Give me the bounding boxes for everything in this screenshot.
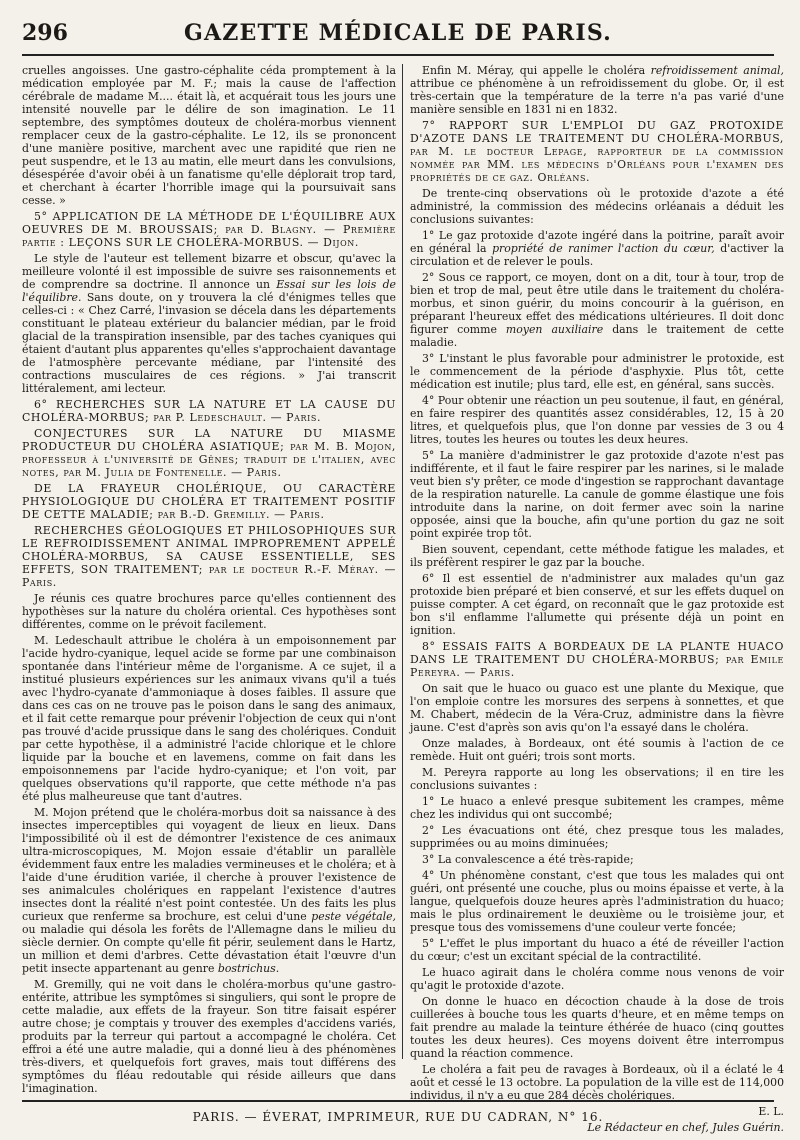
text-run: attribue ce phénomène à un refroidissement du globe. Or, il est très-certain que la température de la terre n'a pas varié d'une manière sensible en 1831 ni en 1832.	[410, 77, 784, 116]
text-run: Enfin M. Méray, qui appelle le choléra	[422, 64, 646, 77]
paragraph: Bien souvent, cependant, cette méthode fatigue les malades, et ils préfèrent respirer le gaz par la bouche.	[410, 543, 784, 569]
paragraph: On sait que le huaco ou guaco est une plante du Mexique, que l'on emploie contre les morsures des serpens à sonnettes, et que M. Chabert, médecin de la Véra-Cruz, administre dans la fièvre jaune. C'est d'après son avis qu'on l'a essayé dans le choléra.	[410, 682, 784, 734]
conclusion-item	[410, 229, 784, 268]
section-heading-conjectures: CONJECTURES SUR LA NATURE DU MIASME PRODUCTEUR DU CHOLÉRA ASIATIQUE; par M. B. Mojon, professeur à l'université de Gênes; traduit de l'italien, avec notes, par M. Julia de Fontenelle. — Paris.	[22, 427, 396, 479]
text-run: ou maladie qui désola les forêts de l'Allemagne dans le milieu du siècle dernier. On compte qu'elle fit périr, seulement dans le Hartz, un million et demi d'arbres. Cette dévastation était l'œuvre d'un petit insecte appartenant au genre	[22, 923, 396, 975]
paragraph: Onze malades, à Bordeaux, ont été soumis à l'action de ce remède. Huit ont guéri; trois sont morts.	[410, 737, 784, 763]
section-heading-8: 8° ESSAIS FAITS A BORDEAUX DE LA PLANTE HUACO DANS LE TRAITEMENT DU CHOLÉRA-MORBUS; par Emile Pereyra. — Paris.	[410, 640, 784, 679]
conclusion-item: 2° Les évacuations ont été, chez presque tous les malades, supprimées ou au moins diminuées;	[410, 824, 784, 850]
author-initials: E. L.	[758, 1105, 784, 1118]
italic-term: refroidissement animal,	[650, 64, 785, 77]
page-number: 296	[22, 20, 68, 46]
text-run: M. Mojon prétend que le choléra-morbus doit sa naissance à des insectes imperceptibles qui voyagent de lieux en lieux. Dans l'impossibilité où il est de démontrer l'existence de ces animaux ultra-microscopiques, M. Mojon essaie d'établir un parallèle évidemment faux entre les maladies vermineuses et le choléra; et à l'aide d'une érudition variée, il cherche à prouver l'existence de ses animalcules cholériques en rappelant l'existence d'autres insectes dont la réalité n'est point contestée. Un des faits les plus curieux que renferme sa brochure, est celui d'une	[22, 806, 396, 923]
section-heading-recherches: RECHERCHES GÉOLOGIQUES ET PHILOSOPHIQUES SUR LE REFROIDISSEMENT ANIMAL IMPROPREMENT APPELÉ CHOLÉRA-MORBUS, SA CAUSE ESSENTIELLE, SES EFFETS, SON TRAITEMENT; par le docteur R.-F. Méray. — Paris.	[22, 524, 396, 589]
column-divider	[402, 64, 403, 1059]
text-run: 1° Le gaz protoxide d'azote ingéré dans la poitrine, paraît avoir en général la	[410, 229, 784, 255]
section-heading-5: 5° APPLICATION DE LA MÉTHODE DE L'ÉQUILIBRE AUX OEUVRES DE M. BROUSSAIS; par D. Blagny. — Première partie : LEÇONS SUR LE CHOLÉRA-MORBUS. — Dijon.	[22, 210, 396, 249]
section-heading-frayeur: DE LA FRAYEUR CHOLÉRIQUE, OU CARACTÈRE PHYSIOLOGIQUE DU CHOLÉRA ET TRAITEMENT POSITIF DE CETTE MALADIE; par B.-D. Gremilly. — Paris.	[22, 482, 396, 521]
paragraph: De trente-cinq observations où le protoxide d'azote a été administré, la commission des médecins orléanais a déduit les conclusions suivantes:	[410, 187, 784, 226]
right-column	[410, 64, 785, 1134]
text-run: Sans doute, on y trouvera la clé d'énigmes telles que celles-ci : « Chez Carré, l'invasion se décela dans les départements constituant le plateau extérieur du balancier médian, par le froid glacial de la transpiration insensible, par des taches cyaniques qui étaient d'autant plus apparentes qu'elles s'approchaient davantage de l'atmosphère percevante médiane, par l'intensité des contractions musculaires de ces régions. » J'ai transcrit littéralement, ami lecteur.	[22, 291, 396, 395]
text-run: Le style de l'auteur est tellement bizarre et obscur, qu'avec la meilleure volonté il est impossible de suivre ses raisonnements et de comprendre sa doctrine. Il annonce un	[22, 252, 396, 291]
conclusion-item	[410, 271, 784, 349]
section-heading-7: 7° RAPPORT SUR L'EMPLOI DU GAZ PROTOXIDE D'AZOTE DANS LE TRAITEMENT DU CHOLÉRA-MORBUS, par M. le docteur Lepage, rapporteur de la commission nommée par MM. les médecins d'Orléans pour l'examen des propriétés de ce gaz. Orléans.	[410, 119, 784, 184]
italic-term: moyen auxiliaire	[505, 323, 604, 336]
conclusion-item: 1° Le huaco a enlevé presque subitement les crampes, même chez les individus qui ont succombé;	[410, 795, 784, 821]
masthead	[22, 18, 774, 56]
paragraph	[22, 806, 396, 975]
paragraph: M. Pereyra rapporte au long les observations; il en tire les conclusions suivantes :	[410, 766, 784, 792]
paragraph: Je réunis ces quatre brochures parce qu'elles contiennent des hypothèses sur la nature du choléra oriental. Ces hypothèses sont différentes, comme on le prévoit facilement.	[22, 592, 396, 631]
conclusion-item: 5° L'effet le plus important du huaco a été de réveiller l'action du cœur; c'est un excitant spécial de la contractilité.	[410, 937, 784, 963]
paragraph	[410, 64, 784, 116]
conclusion-item: 3° La convalescence a été très-rapide;	[422, 853, 634, 866]
paragraph: Le huaco agirait dans le choléra comme nous venons de voir qu'agit le protoxide d'azote.	[410, 966, 784, 992]
paragraph: cruelles angoisses. Une gastro-céphalite céda promptement à la médication employée par M. F.; mais la cause de l'affection cérébrale de madame M.... était là, et acquérait tous les jours une intensité nouvelle par le délire de son imagination. Le 11 septembre, des symptômes douteux de choléra-morbus viennent remplacer ceux de la gastro-céphalite. Le 12, ils se prononcent d'une manière positive, marchent avec une rapidité que rien ne peut suspendre, et le 13 au matin, elle meurt dans les convulsions, désespérée d'avoir obéi à un fanatisme qu'elle déplorait trop tard, et cherchant à écarter l'horrible image qui la poursuivait sans cesse. »	[22, 64, 396, 207]
conclusion-item: 4° Pour obtenir une réaction un peu soutenue, il faut, en général, en faire respirer des quantités assez considérables, 12, 15 à 20 litres, et quelquefois plus, que l'on donne par vessies de 3 ou 4 litres, toutes les heures ou toutes les deux heures.	[410, 394, 785, 446]
left-column	[22, 64, 397, 1095]
paragraph	[22, 252, 396, 395]
book-title: Essai sur les lois de l'équilibre.	[22, 278, 396, 304]
text-run: d'activer la circulation et de relever le pouls.	[410, 242, 784, 268]
conclusion-item: 3° L'instant le plus favorable pour administrer le protoxide, est le commencement de la période d'asphyxie. Plus tôt, cette médication est inutile; plus tard, elle est, en général, sans succès.	[410, 352, 784, 391]
paragraph: M. Gremilly, qui ne voit dans le choléra-morbus qu'une gastro-entérite, attribue les symptômes si singuliers, qui sont le propre de cette maladie, aux effets de la frayeur. Son titre faisait espérer autre chose; je comptais y trouver des exemples d'accidens variés, produits par la terreur qui partout a accompagné le choléra. Cet effroi a été une autre maladie, qui a donné lieu à des phénomènes très-divers, et quelquefois fort graves, mais tout différens des symptômes du fléau redoutable qui réside ailleurs que dans l'imagination.	[22, 978, 396, 1095]
italic-term: bostrichus.	[217, 962, 280, 975]
paragraph: Le choléra a fait peu de ravages à Bordeaux, où il a éclaté le 4 août et cessé le 13 octobre. La population de la ville est de 114,000 individus, il n'y a eu que 284 décès cholériques.	[410, 1063, 784, 1102]
italic-term: propriété de ranimer l'action du cœur,	[492, 242, 715, 255]
conclusion-item: 5° La manière d'administrer le gaz protoxide d'azote n'est pas indifférente, et il faut le faire respirer par les narines, si le malade veut bien s'y prêter, ce mode d'ingestion se rapprochant davantage de la respiration naturelle. La canule de gomme élastique une fois introduite dans la narine, on doit fermer avec soin la narine opposée, ainsi que la bouche, afin qu'une portion du gaz ne soit point expirée trop tôt.	[410, 449, 784, 540]
printer-imprint: PARIS. — ÉVERAT, IMPRIMEUR, RUE DU CADRAN, N° 16.	[22, 1100, 774, 1124]
italic-term: peste végétale,	[311, 910, 397, 923]
conclusion-item: 6° Il est essentiel de n'administrer aux malades qu'un gaz protoxide bien préparé et bien conservé, et sur les effets duquel on puisse compter. A cet égard, on reconnaît que le gaz protoxide est bon s'il enflamme l'allumette qui présente déjà un point en ignition.	[410, 572, 784, 637]
text-run: 2° Sous ce rapport, ce moyen, dont on a dit, tour à tour, trop de bien et trop de mal, peut être utile dans le traitement du choléra-morbus, et sinon guérir, du moins concourir à la guérison, en préparant l'heureux effet des médications ultérieures. Il doit donc figurer comme	[410, 271, 784, 336]
editor-signature: Le Rédacteur en chef, Jules Guérin.	[587, 1121, 784, 1134]
section-heading-6: 6° RECHERCHES SUR LA NATURE ET LA CAUSE DU CHOLÉRA-MORBUS; par P. Ledeschault. — Paris.	[22, 398, 396, 424]
journal-title: GAZETTE MÉDICALE DE PARIS.	[183, 20, 613, 46]
text-run: dans le traitement de cette maladie.	[410, 323, 784, 349]
paragraph: On donne le huaco en décoction chaude à la dose de trois cuillerées à bouche tous les quarts d'heure, et en même temps on fait prendre au malade la teinture éthérée de huaco (cinq gouttes toutes les deux heures). Ces moyens doivent être interrompus quand la réaction commence.	[410, 995, 784, 1060]
conclusion-item: 4° Un phénomène constant, c'est que tous les malades qui ont guéri, ont présenté une couche, plus ou moins épaisse et verte, à la langue, quelquefois douze heures après l'administration du huaco; mais le plus ordinairement le deuxième ou le troisième jour, et presque tous des vomissemens d'une couleur verte foncée;	[410, 869, 784, 934]
paragraph: M. Ledeschault attribue le choléra à un empoisonnement par l'acide hydro-cyanique, lequel acide se forme par une combinaison spontanée dans l'intérieur même de l'organisme. A ce sujet, il a institué plusieurs expériences sur les animaux vivans qu'il a tués avec l'hydro-cyanate d'ammoniaque à doses faibles. Il assure que dans ces cas on ne trouve pas le poison dans le sang des animaux, et il fait cette remarque pour prévenir l'objection de ceux qui n'ont pas trouvé d'acide prussique dans le sang des cholériques. Conduit par cette hypothèse, il a administré l'acide chlorique et le chlore liquide par la bouche et en lavemens, comme on fait dans les empoisonnemens par l'acide hydro-cyanique; et l'on voit, par quelques observations qu'il rapporte, que cette méthode n'a pas été plus malheureuse que tant d'autres.	[22, 634, 396, 803]
